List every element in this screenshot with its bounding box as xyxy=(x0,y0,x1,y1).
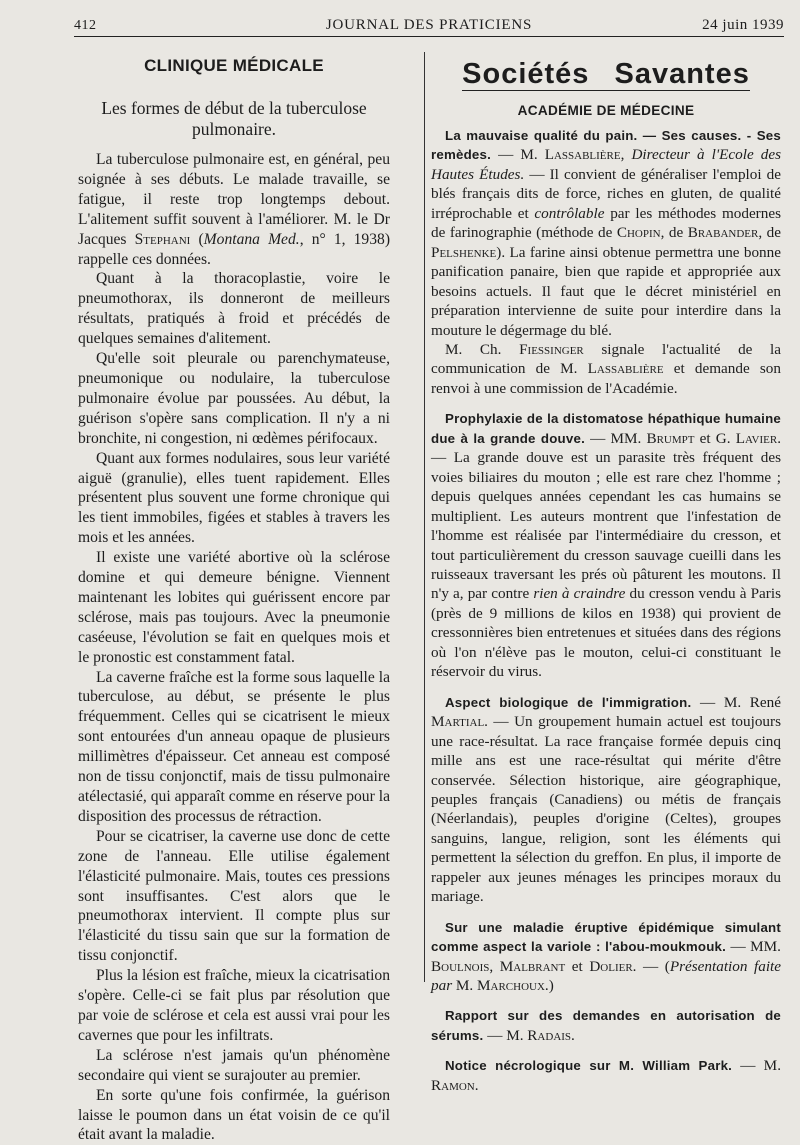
item-title: Aspect biologique de l'immigration. xyxy=(445,694,692,710)
author-name: Dolier xyxy=(589,957,633,975)
item-text: — M. René xyxy=(691,693,781,711)
report-item xyxy=(431,693,781,907)
author-name: Stephani xyxy=(134,230,191,248)
emphasis: contrôlable xyxy=(534,204,605,222)
paragraph: La caverne fraîche est la forme sous laquelle la tuberculose, au début, se présente le plus fréquemment. Celles qui se cicatrisent le mieux sont entourées d'un anneau opaque de plusieurs millimètres d'épaisseur. Cet anneau est composé non de tissu conjonctif, mais de tissu pulmonaire atélectasié, qui apparaît comme en réserve pour la disposition des processus de rétraction. xyxy=(78,668,390,825)
item-text: , xyxy=(620,146,632,164)
author-name: Martial xyxy=(431,713,485,731)
header-rule xyxy=(74,36,784,37)
right-column xyxy=(431,52,781,1095)
emphasis: rien à craindre xyxy=(533,585,626,603)
author-name: Brabander xyxy=(687,224,759,242)
item-text: M. Ch. xyxy=(445,340,520,358)
paragraph-text: , n° 1, 1938) rappelle ces données. xyxy=(78,230,391,268)
paragraph: Plus la lésion est fraîche, mieux la cicatrisation s'opère. Celle-ci se fait plus par résolution que par voie de sclérose et cela est aussi vrai pour les cavernes que pour les infiltrats. xyxy=(78,967,390,1044)
item-text: et demande son renvoi à une commission de l'Académie. xyxy=(431,360,781,397)
paragraph: Quant aux formes nodulaires, sous leur variété aiguë (granulie), elles tuent rapidement. Elles présentent plus souvent une forme chronique qui les tient immobiles, figées et stables à travers les mois et les années. xyxy=(78,449,390,547)
report-item xyxy=(431,1006,781,1045)
item-text: M. xyxy=(452,977,478,995)
masthead-text: Sociétés Savantes xyxy=(462,58,750,90)
paragraph: Pour se cicatriser, la caverne use donc de cette zone de l'anneau. Elle utilise également l'élasticité pulmonaire. Mais, toutes ces pressions sont insuffisantes. C'est alors que le pneumothorax intervient. Il compte plus sur l'élasticité du tissu sain que sur la formation de tissu conjonctif. xyxy=(78,827,390,965)
author-name: Chopin xyxy=(616,224,661,242)
author-name: Ramon xyxy=(431,1076,475,1094)
item-text: , de xyxy=(758,224,781,242)
item-text: . — ( xyxy=(632,957,670,975)
item-text: — Il convient de généraliser l'emploi de blés français dits de force, riches en gluten, de qualité irréprochable et xyxy=(431,165,781,222)
issue-date: 24 juin 1939 xyxy=(702,17,784,33)
article-title: Les formes de début de la tuberculose pulmonaire. xyxy=(101,98,367,139)
item-text: — MM. xyxy=(584,429,647,447)
item-title: Sur une maladie éruptive épidémique simulant comme aspect la variole : l'abou-moukmouk. xyxy=(431,919,781,955)
column-separator xyxy=(424,52,425,982)
section-heading: CLINIQUE MÉDICALE xyxy=(144,56,324,75)
item-text: . — Un groupement humain actuel est toujours une race-résultat. La race française formée depuis cinq mille ans est une race-résultat qui mérite d'être conservée. Sélection historique, aire géographique, peuples français (Canadiens) ou métis de français (Néerlandais), peuples d'origine (Celtes), groupes sanguins, langue, religion, sont les éléments qui permettent la sélection du greffon. En plus, il importe de rappeler aux jeunes ménages les principes moraux du mariage. xyxy=(431,713,781,906)
author-name: Radais xyxy=(527,1026,572,1044)
item-text: du cresson vendu à Paris (près de 9 millions de kilos en 1938) qui provient de cressonnières bien entretenues et situées dans des régions où l'on n'élève pas le mouton, celui-ci constituant le réservoir du virus. xyxy=(431,585,781,681)
item-text: signale l'actualité de la communication de M. xyxy=(431,340,781,378)
item-title: Rapport sur des demandes en autorisation de sérums. xyxy=(431,1008,781,1043)
item-text: . xyxy=(571,1026,575,1044)
item-title: Notice nécrologique sur M. William Park. xyxy=(445,1058,733,1074)
item-text: .) xyxy=(544,977,554,995)
paragraph-text: ( xyxy=(190,230,204,248)
item-text: — M. xyxy=(483,1026,528,1044)
author-name: Lassablière xyxy=(544,146,621,164)
paragraph: Il existe une variété abortive où la sclérose domine et qui demeure bénigne. Viennent maintenant les lobites qui guérissent encore par sclérose, mais pas toujours. Avec la pneumonie caséeuse, l'évolution se fait en quelques mois et le pronostic est constamment fatal. xyxy=(78,549,390,666)
item-text: — MM. xyxy=(726,938,781,956)
author-role: Directeur à l'Ecole des Hautes Études. xyxy=(431,146,781,183)
item-text: . xyxy=(474,1076,479,1094)
report-item xyxy=(431,340,781,398)
author-name: Fiessinger xyxy=(519,340,584,358)
item-text: et xyxy=(694,429,716,447)
report-item xyxy=(431,1056,781,1095)
item-text: . — La grande douve est un parasite très fréquent des voies biliaires du mouton ; elle est rare chez l'homme ; depuis quelques années cependant les cas humains se multiplient. Les auteurs montrent que l'infestation de l'homme est réalisée par l'intermédiaire du cresson, et tout particulièrement du cresson sauvage cueilli dans les ruisseaux traversant les prés où pâturent les moutons. Il n'y a, par contre xyxy=(431,429,781,603)
paragraph: Qu'elle soit pleurale ou parenchymateuse, pneumonique ou nodulaire, la tuberculose pulmonaire évolue par poussées. Au début, la guérison s'opère sans complication. Il n'y a ni bronchite, ni congestion, ni œdèmes périfocaux. xyxy=(78,350,390,447)
item-text: , de xyxy=(660,224,688,242)
author-name: G. Lavier xyxy=(715,429,778,447)
author-name: Boulnois, Malbrant xyxy=(431,957,566,975)
paragraph-text: La tuberculose pulmonaire est, en général, peu soignée à ses débuts. Le malade travaille, se fatigue, il reste trop longtemps debout. L'alitement suffit souvent à l'améliorer. M. le Dr Jacques xyxy=(78,151,390,248)
left-column xyxy=(78,52,390,1145)
journal-title: JOURNAL DES PRATICIENS xyxy=(325,17,533,33)
item-title: La mauvaise qualité du pain. — Ses causes. - Ses remèdes. xyxy=(431,128,781,163)
citation: Montana Med. xyxy=(203,230,300,248)
section-masthead xyxy=(431,58,781,94)
paragraph: Quant à la thoracoplastie, voire le pneumothorax, ils donneront de meilleurs résultats, pratiqués à froid et précédés de quelques semaines d'alitement. xyxy=(78,270,390,348)
item-text: ). La farine ainsi obtenue permettra une bonne panification panaire, bien que rapide et appropriée aux besoins actuels. Il faut que le décret ministériel en préparation intervienne de suite pour interdire dans la mouture le dégermage du blé. xyxy=(431,243,781,339)
paragraph xyxy=(78,150,390,269)
running-header xyxy=(74,14,784,38)
item-title: Prophylaxie de la distomatose hépathique humaine due à la grande douve. xyxy=(431,411,781,446)
paragraph: En sorte qu'une fois confirmée, la guérison laisse le poumon dans un état voisin de ce qu'il était avant la maladie. xyxy=(78,1086,390,1144)
author-name: Lassablière xyxy=(587,360,664,378)
emphasis: Présentation faite par xyxy=(431,957,782,995)
report-item xyxy=(431,126,781,340)
article-body xyxy=(78,150,390,1145)
author-name: Marchoux xyxy=(477,977,545,995)
item-text: par les méthodes modernes de farinographie (méthode de xyxy=(431,204,781,242)
report-item xyxy=(431,409,781,681)
page-number: 412 xyxy=(74,18,97,33)
paragraph: La sclérose n'est jamais qu'un phénomène secondaire qui vient se surajouter au premier. xyxy=(78,1046,390,1084)
item-text: et xyxy=(565,957,590,975)
item-text: — M. xyxy=(491,146,545,164)
society-heading: ACADÉMIE DE MÉDECINE xyxy=(517,103,695,118)
author-name: Brumpt xyxy=(646,429,695,447)
author-name: Pelshenke xyxy=(431,243,497,261)
report-item xyxy=(431,918,781,996)
item-text: — M. xyxy=(732,1057,781,1075)
